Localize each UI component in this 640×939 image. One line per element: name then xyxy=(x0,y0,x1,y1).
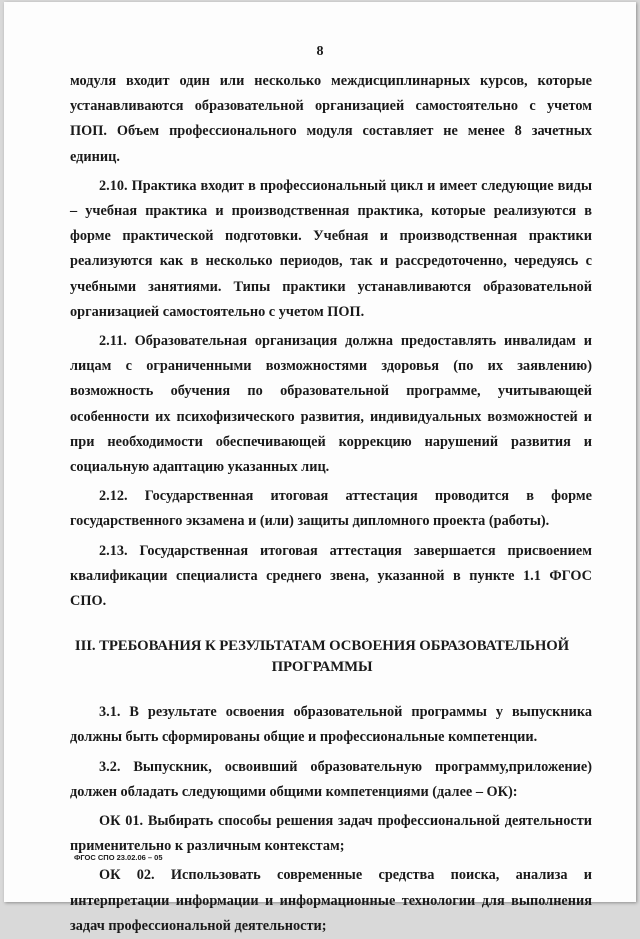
paragraph-2-13: 2.13. Государственная итоговая аттестация завершается присвоением квалификации специалиста среднего звена, указанной в пункте 1.1 ФГОС СПО. xyxy=(70,542,592,610)
paragraph-2-11: 2.11. Образовательная организация должна предоставлять инвалидам и лицам с ограниченными возможностями здоровья (по их заявлению) возможность обучения по образовательной программе, учитывающей особенности их психофизического развития, индивидуальных возможностей и при необходимости обеспечивающей коррекцию нарушений развития и социальную адаптацию указанных лиц. xyxy=(70,333,592,476)
section-heading: III. ТРЕБОВАНИЯ К РЕЗУЛЬТАТАМ ОСВОЕНИЯ ОБРАЗОВАТЕЛЬНОЙ ПРОГРАММЫ xyxy=(74,638,570,676)
paragraph-module-continuation: модуля входит один или несколько междисциплинарных курсов, которые устанавливаются образовательной организацией самостоятельно с учетом ПОП. Объем профессионального модуля составляет не менее 8 зачетных единиц. xyxy=(70,73,592,165)
document-page xyxy=(4,2,636,934)
paragraph-2-12: 2.12. Государственная итоговая аттестация проводится в форме государственного экзамена и (или) защиты дипломного проекта (работы). xyxy=(70,488,592,530)
page-footer: ФГОС СПО 23.02.06 – 05 xyxy=(74,853,163,862)
competency-ok-01: ОК 01. Выбирать способы решения задач профессиональной деятельности применительно к различным контекстам; xyxy=(70,813,592,855)
competency-ok-02: ОК 02. Использовать современные средства поиска, анализа и интерпретации информации и информационные технологии для выполнения задач профессиональной деятельности; xyxy=(70,867,592,934)
page-number: 8 xyxy=(316,44,324,59)
paragraph-2-10: 2.10. Практика входит в профессиональный цикл и имеет следующие виды – учебная практика и производственная практика, которые реализуются в форме практической подготовки. Учебная и производственная практики реализуются как в несколько периодов, так и рассредоточенно, чередуясь с учебными занятиями. Типы практики устанавливаются образовательной организацией самостоятельно с учетом ПОП. xyxy=(70,177,592,320)
document-body xyxy=(70,69,592,939)
paragraph-3-2: 3.2. Выпускник, освоивший образовательную программу,приложение) должен обладать следующими общими компетенциями (далее – ОК): xyxy=(70,758,592,800)
paragraph-3-1: 3.1. В результате освоения образовательной программы у выпускника должны быть сформированы общие и профессиональные компетенции. xyxy=(70,704,592,746)
